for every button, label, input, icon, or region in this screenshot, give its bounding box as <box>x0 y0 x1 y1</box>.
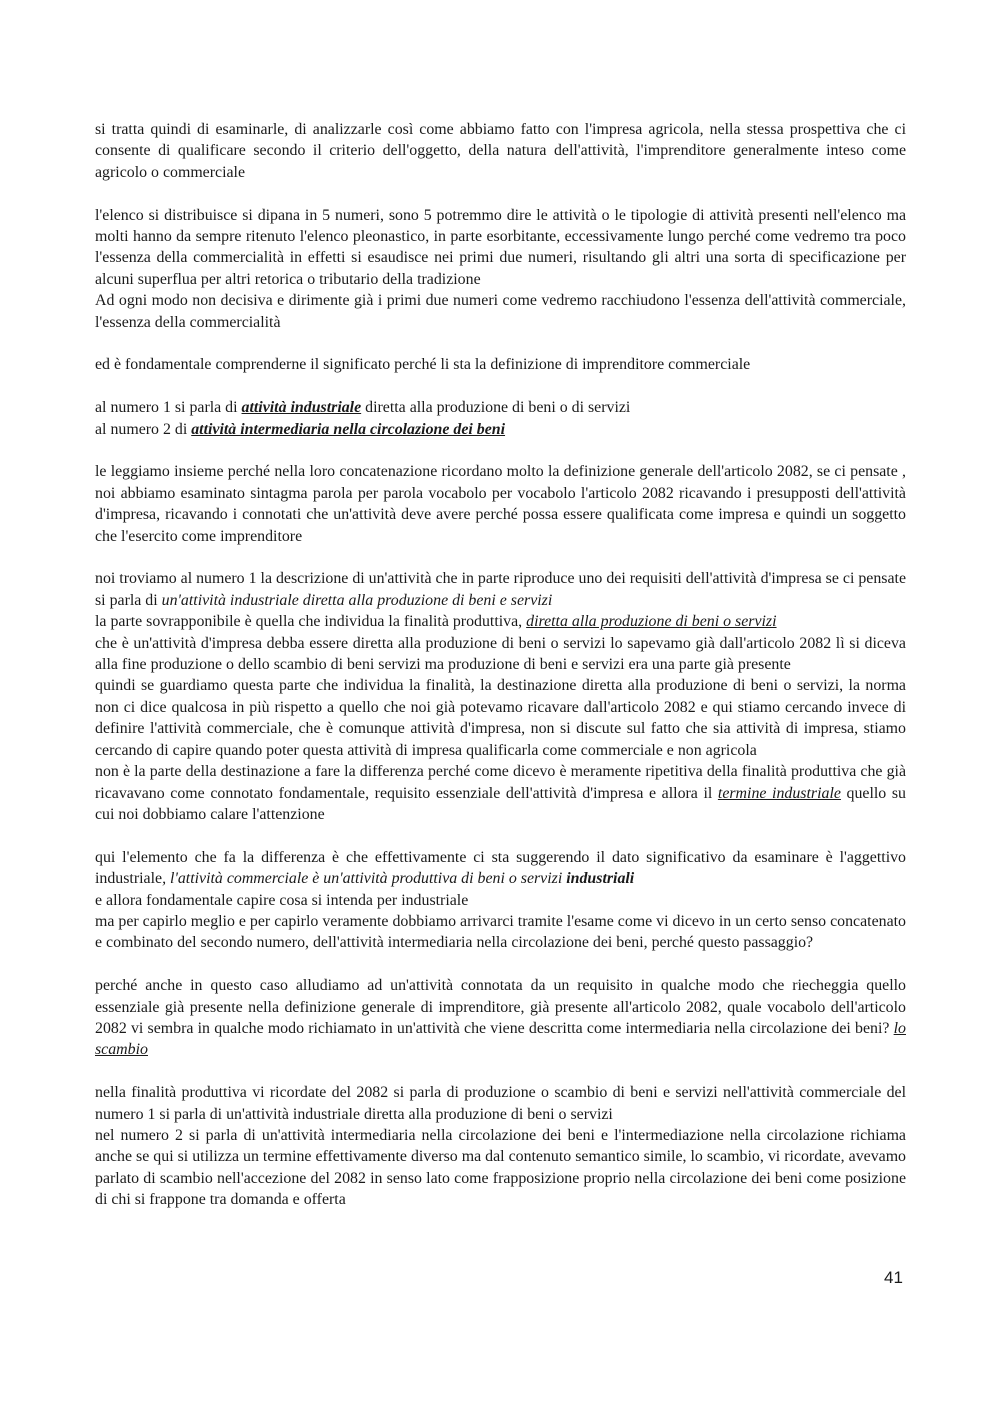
paragraph-6 <box>95 568 906 611</box>
paragraph-10-suffix: quello su cui noi dobbiamo calare l'attenzione <box>95 784 906 823</box>
paragraph-3: ed è fondamentale comprenderne il significato perché li sta la definizione di imprenditore commerciale <box>95 356 751 374</box>
attivita-industriale-emphasis: attività industriale <box>241 399 362 417</box>
paragraph-6-text: noi troviamo al numero 1 la descrizione di un'attività che in parte riproduce uno dei requisiti dell'attività d'impresa se ci pensate si parla di <box>95 570 906 609</box>
paragraph-11-text: qui l'elemento che fa la differenza è che effettivamente ci sta suggerendo il dato significativo da esaminare è l'aggettivo industriale <box>95 848 906 888</box>
paragraph-9: quindi se guardiamo questa parte che individua la finalità, la destinazione diretta alla produzione di beni o servizi, la norma non ci dice qualcosa in più rispetto a quello che noi già potevamo ricavare dall'articolo 2082 e qui stiamo cercando invece di definire l'attività commerciale, che è comunque attività d'impresa, non si discute sul fatto che sia attività di impresa, stiamo cercando di capire quando poter questa attività di impresa qualificarla come commerciale e non agricola <box>95 677 906 759</box>
paragraph-14-text: perché anche in questo caso alludiamo ad un'attività connotata da un requisito in qualche modo che riecheggia quello essenziale già presente nella definizione generale di imprenditore, già presente all'articolo 2082, quale vocabolo dell'articolo 2082 vi sembra in qualche modo richiamato in un'attività che viene descritta come intermediaria nella circolazione dei beni? <box>95 977 906 1037</box>
paragraph-13: ma per capirlo meglio e per capirlo veramente dobbiamo arrivarci tramite l'esame come vi dicevo in un certo senso concatenato e combinato del secondo numero, dell'attività intermediaria nella circolazione dei beni, perché questo passaggio? <box>95 912 906 952</box>
termine-industriale-emphasis: termine industriale <box>717 784 841 802</box>
paragraph-6-italic: un'attività industriale diretta alla produzione di beni e servizi <box>161 591 553 609</box>
paragraph-1: si tratta quindi di esaminarle, di analizzarle così come abbiamo fatto con l'impresa agricola, nella stessa prospettiva che ci consente di qualificare secondo il criterio dell'oggetto, della natura dell'attività, l'imprenditore generalmente inteso come agricolo o commerciale <box>95 121 906 181</box>
paragraph-2b: Ad ogni modo non decisiva e dirimente già i primi due numeri come vedremo racchiudono l'essenza dell'attività commerciale, l'essenza della commercialità <box>95 292 906 331</box>
paragraph-16: nel numero 2 si parla di un'attività intermediaria nella circolazione dei beni e l'intermediazione nella circolazione richiama anche se qui si utilizza un termine effettivamente diverso ma dal contenuto semantico simile, lo scambio, vi ricordate, avevamo parlato di scambio nell'accezione del 2082 in senso lato come frapposizione proprio nella circolazione dei beni come posizione di chi si frappone tra domanda e offerta <box>95 1126 906 1209</box>
paragraph-7-underlined: diretta alla produzione di beni o servizi <box>526 613 777 631</box>
paragraph-5: le leggiamo insieme perché nella loro concatenazione ricordano molto la definizione generale dell'articolo 2082, se ci pensate , noi abbiamo esaminato sintagma parola per parola vocabolo per vocabolo l'articolo 2082 ricavando i presupposti dell'attività d'impresa, ricavando i connotati che un'attività deve avere perché possa essere qualificata come impresa e quindi un soggetto che l'esercito come imprenditore <box>95 463 906 545</box>
numero-2-prefix: al numero 2 di <box>95 420 192 438</box>
numero-1-line <box>95 397 906 418</box>
numero-1-suffix: diretta alla produzione di beni o di servizi <box>361 399 631 417</box>
document-body <box>95 119 906 1211</box>
paragraph-10 <box>95 761 906 825</box>
paragraph-10-text: non è la parte della destinazione a fare la differenza perché come dicevo è meramente ripetitiva della finalità produttiva che già ricavavano come connotato fondamentale, requisito essenziale dell'attività d'impresa e allora il <box>95 763 906 802</box>
paragraph-15: nella finalità produttiva vi ricordate del 2082 si parla di produzione o scambio di beni e servizi nell'attività commerciale del numero 1 si parla di un'attività industriale diretta alla produzione di beni o servizi <box>95 1084 906 1123</box>
numero-1-prefix: al numero 1 si parla di <box>95 399 242 417</box>
paragraph-8: che è un'attività d'impresa debba essere diretta alla produzione di beni o servizi lo sapevamo già dall'articolo 2082 lì si diceva alla fine produzione o dello scambio di beni servizi ma produzione di beni e servizi era una parte già presente <box>95 634 906 674</box>
paragraph-7-text: la parte sovrapponibile è quella che individua la finalità produttiva, <box>95 613 527 631</box>
numero-2-line <box>95 419 906 440</box>
paragraph-7 <box>95 611 906 632</box>
attivita-intermediaria-emphasis: attività intermediaria nella circolazione dei beni <box>191 420 506 438</box>
paragraph-11 <box>95 847 906 890</box>
paragraph-12: e allora fondamentale capire cosa si intenda per industriale <box>95 891 469 909</box>
industriali-emphasis: industriali <box>566 870 635 888</box>
page-number: 41 <box>884 1268 903 1287</box>
lo-scambio-emphasis: lo scambio <box>95 1019 906 1059</box>
paragraph-2: l'elenco si distribuisce si dipana in 5 numeri, sono 5 potremmo dire le attività o le tipologie di attività presenti nell'elenco ma molti hanno da sempre ritenuto l'elenco pleonastico, in parte esorbitante, eccessivamente lungo perché come vedremo tra poco l'essenza della commercialità in effetti si esaudisce nei primi due numeri, risultando gli altri una sorta di specificazione per alcuni superflua per altri retorica o tributario della tradizione <box>95 206 906 288</box>
paragraph-14 <box>95 975 906 1061</box>
paragraph-11-italic: , l'attività commerciale è un'attività produttiva di beni o servizi <box>162 870 567 888</box>
